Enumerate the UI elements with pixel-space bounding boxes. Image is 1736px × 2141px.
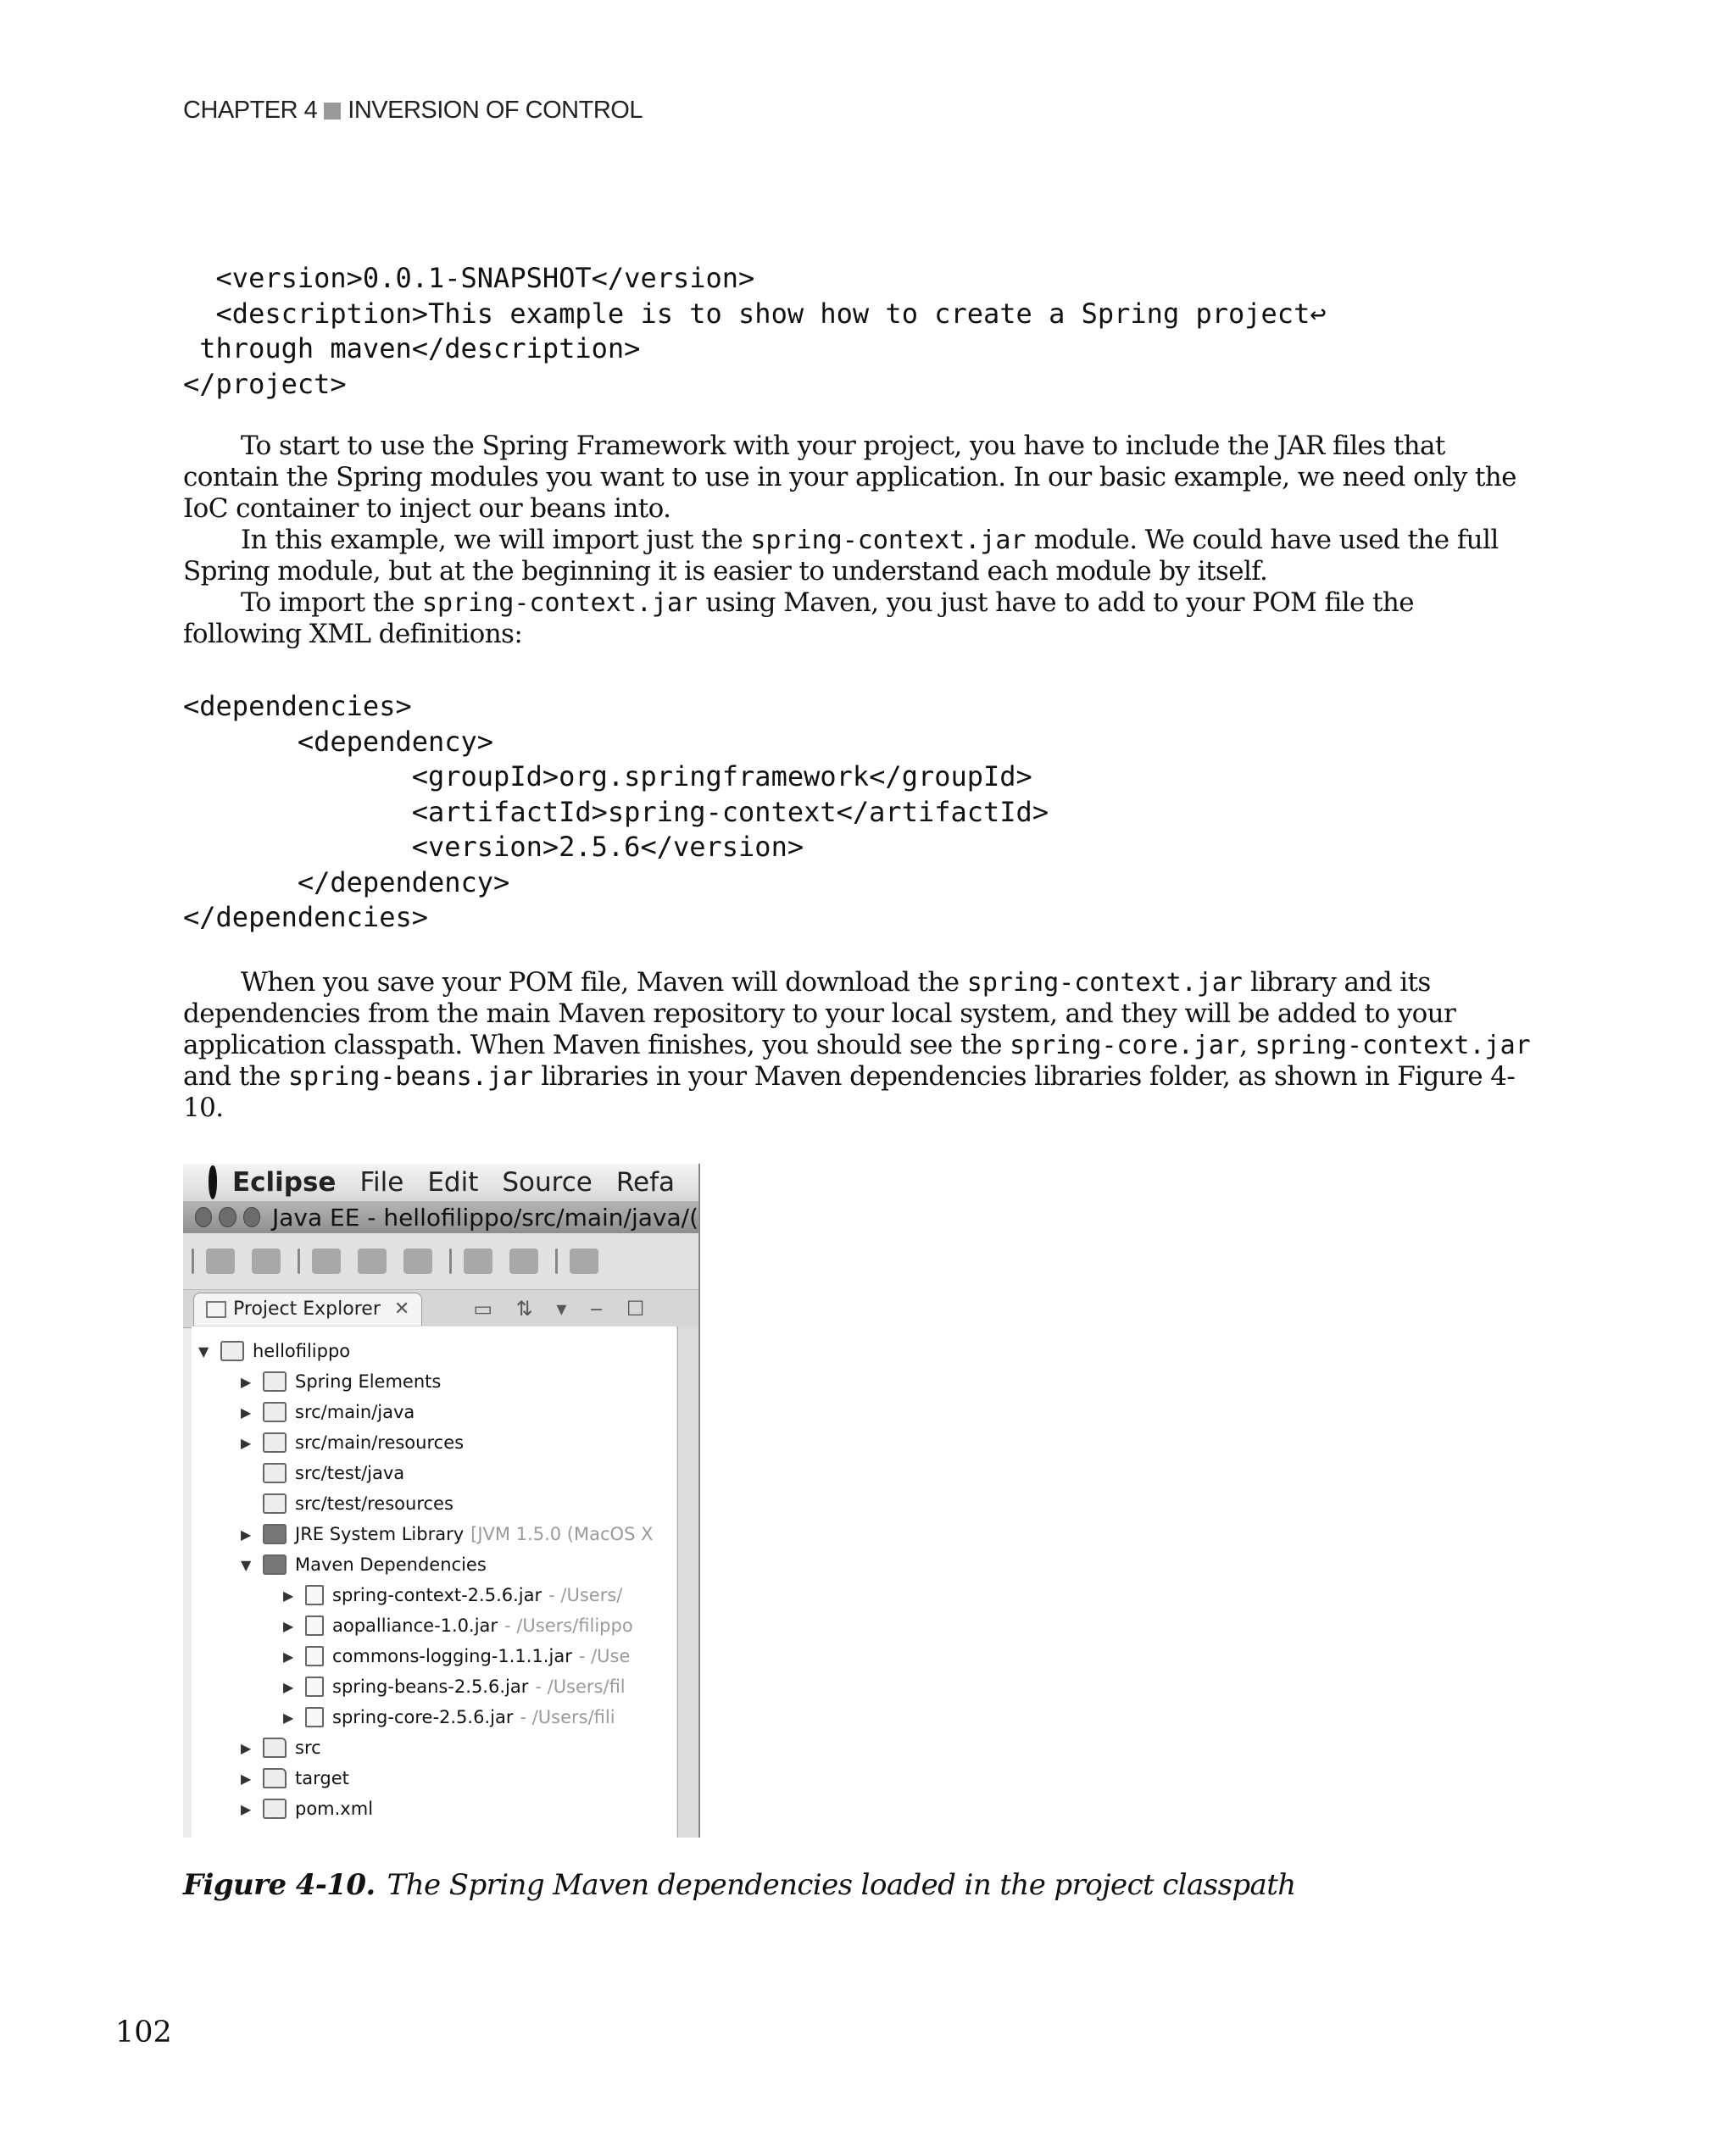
code-line: <version>0.0.1-SNAPSHOT</version>: [183, 262, 755, 294]
tree-item[interactable]: [241, 1489, 453, 1518]
menu-edit[interactable]: Edit: [427, 1167, 479, 1198]
tree-item-label: pom.xml: [295, 1799, 374, 1819]
caption-text: The Spring Maven dependencies loaded in the project classpath: [387, 1868, 1296, 1902]
code-line: <artifactId>spring-context</artifactId>: [183, 795, 1049, 828]
tab-project-explorer[interactable]: [193, 1293, 422, 1326]
code-block-pom-end: [183, 261, 1327, 402]
code-line: <groupId>org.springframework</groupId>: [183, 760, 1032, 792]
collapsed-triangle-icon[interactable]: ▶: [241, 1739, 252, 1756]
tree-item[interactable]: [241, 1733, 321, 1762]
paragraph-text: When you save your POM file, Maven will download the: [241, 967, 967, 998]
view-tab-row: [183, 1290, 698, 1328]
tree-item-label: src/test/java: [295, 1463, 405, 1483]
toolbar-separator: [449, 1248, 452, 1274]
chapter-title: INVERSION OF CONTROL: [348, 97, 643, 124]
paragraph: [183, 967, 1539, 1124]
expanded-triangle-icon[interactable]: ▼: [241, 1556, 252, 1573]
tree-item[interactable]: [241, 1550, 487, 1579]
eclipse-screenshot-figure: [183, 1164, 700, 1838]
menu-eclipse[interactable]: Eclipse: [231, 1167, 337, 1198]
page-number: 102: [115, 2016, 172, 2049]
body-text-maven-download: [183, 967, 1539, 1124]
package-icon: [263, 1493, 287, 1514]
save-icon[interactable]: [252, 1248, 281, 1274]
collapsed-triangle-icon[interactable]: ▶: [283, 1648, 294, 1665]
paragraph-text: module. We could have used the full Spring module, but at the beginning it is easier to understand each module by itself.: [183, 525, 1499, 587]
project-tree: [192, 1326, 676, 1838]
code-block-dependencies: [183, 689, 1049, 936]
tree-item-label: target: [295, 1768, 349, 1788]
inline-code: spring-beans.jar: [287, 1062, 533, 1092]
tree-item[interactable]: [283, 1642, 630, 1671]
tree-item[interactable]: [241, 1398, 415, 1426]
tree-item-label: spring-core-2.5.6.jar: [332, 1707, 514, 1727]
tree-item[interactable]: [283, 1611, 633, 1640]
tree-item[interactable]: [283, 1581, 622, 1610]
new-server-icon[interactable]: [464, 1248, 492, 1274]
body-text-intro: [183, 431, 1539, 650]
tree-item-label: Maven Dependencies: [295, 1554, 487, 1575]
tree-item-path: - /Users/fili: [520, 1707, 615, 1727]
code-line: <dependencies>: [183, 690, 412, 722]
paragraph: [183, 525, 1539, 587]
jar-icon: [305, 1615, 324, 1636]
tree-item[interactable]: [241, 1794, 373, 1823]
tree-item-path: - /Users/filippo: [504, 1615, 633, 1636]
tree-item-label: commons-logging-1.1.1.jar: [332, 1646, 572, 1666]
tree-item[interactable]: [241, 1428, 464, 1457]
inline-code: spring-context.jar: [750, 526, 1027, 555]
tree-scrollbar[interactable]: [677, 1326, 698, 1838]
project-icon: [220, 1341, 244, 1361]
code-line: <dependency>: [183, 725, 494, 758]
paragraph: [183, 587, 1539, 650]
code-line: <version>2.5.6</version>: [183, 831, 804, 863]
tree-item-label: Spring Elements: [295, 1371, 442, 1392]
tree-item-path: [JVM 1.5.0 (MacOS X: [470, 1524, 654, 1544]
inline-code: spring-context.jar: [421, 588, 698, 618]
close-window-icon[interactable]: [195, 1207, 212, 1227]
paragraph-text: To start to use the Spring Framework with your project, you have to include the JAR files that contain the Spring modules you want to use in your application. In our basic example, we need only the IoC container to inject our beans into.: [183, 431, 1516, 524]
inline-code: spring-context.jar: [966, 968, 1243, 998]
zoom-window-icon[interactable]: [243, 1207, 260, 1227]
tree-item-path: - /Use: [578, 1646, 631, 1666]
inline-code: spring-context.jar: [1255, 1031, 1531, 1060]
new-class-icon[interactable]: [509, 1248, 538, 1274]
tree-item-label: JRE System Library: [295, 1524, 465, 1544]
paragraph-text: ,: [1239, 1030, 1255, 1060]
expanded-triangle-icon[interactable]: ▼: [198, 1343, 209, 1360]
collapsed-triangle-icon[interactable]: ▶: [283, 1709, 294, 1726]
tree-item-label: spring-context-2.5.6.jar: [332, 1585, 542, 1605]
paragraph-text: library and its dependencies from the main Maven repository to your local system, and they will be added to your application classpath. When Maven finishes, you should see the: [183, 967, 1456, 1060]
tree-item[interactable]: [198, 1337, 350, 1365]
folder-icon: [263, 1738, 287, 1758]
tree-item-label: src/main/resources: [295, 1432, 465, 1453]
paragraph: [183, 431, 1539, 525]
collapsed-triangle-icon[interactable]: ▶: [283, 1617, 294, 1634]
code-line: <description>This example is to show how to create a Spring project↩: [183, 297, 1327, 330]
tree-item[interactable]: [241, 1367, 441, 1396]
code-line: through maven</description>: [183, 332, 641, 364]
tree-item-path: - /Users/fil: [535, 1677, 626, 1697]
collapsed-triangle-icon[interactable]: ▶: [241, 1373, 252, 1390]
window-title-bar: [183, 1201, 698, 1233]
collapsed-triangle-icon[interactable]: ▶: [283, 1587, 294, 1604]
main-toolbar: [183, 1233, 698, 1290]
apple-icon[interactable]: [209, 1165, 217, 1199]
paragraph-text: libraries in your Maven dependencies libraries folder, as shown in Figure 4-10.: [183, 1061, 1516, 1123]
menu-source[interactable]: Source: [502, 1167, 593, 1198]
view-controls[interactable]: ▭ ⇅ ▾ ‒ ☐: [473, 1297, 654, 1321]
menu-refactor[interactable]: Refa: [615, 1167, 675, 1198]
tree-item-label: aopalliance-1.0.jar: [332, 1615, 498, 1636]
run-icon[interactable]: [358, 1248, 387, 1274]
tree-item[interactable]: [241, 1764, 349, 1793]
code-line: </dependency>: [183, 865, 510, 898]
package-icon: [263, 1402, 287, 1422]
package-icon: [263, 1463, 287, 1483]
debug-icon[interactable]: [312, 1248, 341, 1274]
separator-square-icon: [324, 103, 341, 120]
tree-item-path: - /Users/: [548, 1585, 623, 1605]
figure-caption: [183, 1868, 1296, 1902]
project-explorer-icon: [206, 1301, 226, 1318]
menu-file[interactable]: File: [359, 1167, 404, 1198]
close-icon[interactable]: ✕: [393, 1299, 410, 1320]
tree-item[interactable]: [241, 1459, 404, 1488]
toolbar-separator: [298, 1248, 300, 1274]
code-line: </dependencies>: [183, 901, 428, 933]
collapsed-triangle-icon[interactable]: ▶: [283, 1678, 294, 1695]
collapsed-triangle-icon[interactable]: ▶: [241, 1526, 252, 1543]
jar-icon: [305, 1585, 324, 1605]
lib-icon: [263, 1554, 287, 1575]
folder-icon: [263, 1768, 287, 1788]
code-line: </project>: [183, 367, 347, 400]
toolbar-separator: [192, 1248, 194, 1274]
mac-menu-bar: [183, 1164, 698, 1201]
collapsed-triangle-icon[interactable]: ▶: [241, 1770, 252, 1787]
tree-item[interactable]: [283, 1672, 626, 1701]
chapter-label: CHAPTER 4: [183, 97, 318, 124]
tree-item[interactable]: [283, 1703, 615, 1732]
new-icon[interactable]: [206, 1248, 235, 1274]
tree-item-label: spring-beans-2.5.6.jar: [332, 1677, 529, 1697]
figure-label: Figure 4-10.: [183, 1868, 376, 1902]
external-tools-icon[interactable]: [403, 1248, 432, 1274]
jar-icon: [305, 1646, 324, 1666]
jar-icon: [305, 1707, 324, 1727]
tree-item-label: src: [295, 1738, 321, 1758]
tab-label: Project Explorer: [233, 1299, 381, 1320]
toolbar-separator: [555, 1248, 558, 1274]
paragraph-text: using Maven, you just have to add to your POM file the following XML definitions:: [183, 587, 1415, 649]
jar-icon: [305, 1677, 324, 1697]
paragraph-text: and the: [183, 1061, 288, 1092]
collapsed-triangle-icon[interactable]: ▶: [241, 1800, 252, 1817]
running-header: [183, 97, 643, 125]
spring-icon: [263, 1371, 287, 1392]
open-type-icon[interactable]: [570, 1248, 598, 1274]
lib-icon: [263, 1524, 287, 1544]
paragraph-text: In this example, we will import just the: [241, 525, 751, 555]
file-icon: [263, 1799, 287, 1819]
paragraph-text: To import the: [241, 587, 422, 618]
collapsed-triangle-icon[interactable]: ▶: [241, 1434, 252, 1451]
inline-code: spring-core.jar: [1010, 1031, 1240, 1060]
tree-item[interactable]: [241, 1520, 653, 1549]
minimize-window-icon[interactable]: [219, 1207, 236, 1227]
package-icon: [263, 1432, 287, 1453]
tree-item-label: hellofilippo: [253, 1341, 351, 1361]
tree-item-label: src/main/java: [295, 1402, 415, 1422]
tree-item-label: src/test/resources: [295, 1493, 453, 1514]
collapsed-triangle-icon[interactable]: ▶: [241, 1404, 252, 1421]
window-title: Java EE - hellofilippo/src/main/java/(: [271, 1203, 699, 1232]
